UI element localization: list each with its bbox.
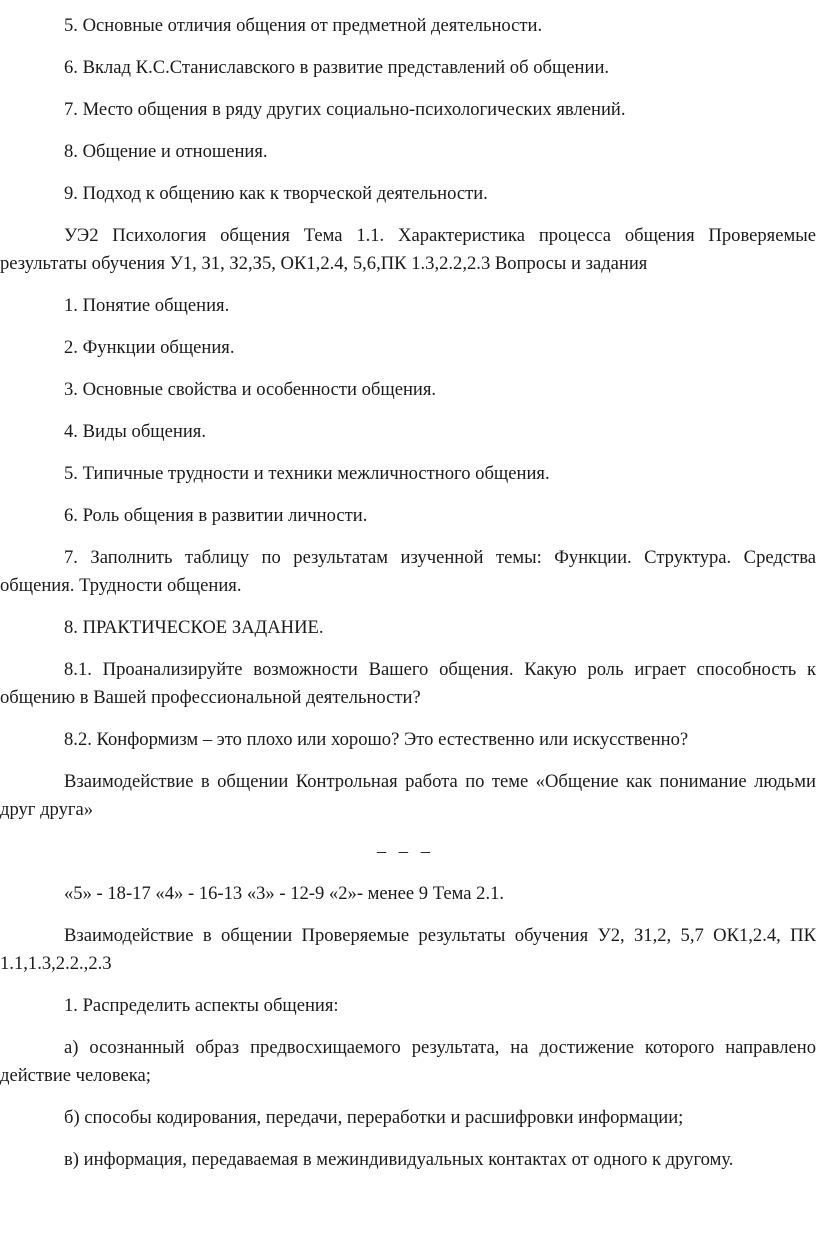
paragraph-aspect-b: б) способы кодирования, передачи, переработки и расшифровки информации;	[64, 1107, 684, 1128]
paragraph-distribute-aspects: 1. Распределить аспекты общения:	[64, 995, 339, 1016]
paragraph-task-5: 5. Типичные трудности и техники межличностного общения.	[64, 463, 550, 484]
paragraph-aspect-v: в) информация, передаваемая в межиндивидуальных контактах от одного к другому.	[64, 1149, 734, 1170]
paragraph-question-8: 8. Общение и отношения.	[64, 141, 268, 162]
paragraph-question-5: 5. Основные отличия общения от предметной деятельности.	[64, 15, 543, 36]
paragraph-question-7: 7. Место общения в ряду других социально-психологических явлений.	[64, 99, 626, 120]
paragraph-aspect-a: а) осознанный образ предвосхищаемого результата, на достижение которого направлено действие человека;	[0, 1037, 816, 1086]
dash-separator: – – –	[376, 841, 434, 862]
paragraph-practical-task: 8. ПРАКТИЧЕСКОЕ ЗАДАНИЕ.	[64, 617, 324, 638]
paragraph-task-7: 7. Заполнить таблицу по результатам изученной темы: Функции. Структура. Средства общения. Трудности общения.	[0, 547, 816, 596]
paragraph-task-4: 4. Виды общения.	[64, 421, 206, 442]
paragraph-grading-scale: «5» - 18-17 «4» - 16-13 «3» - 12-9 «2»- менее 9 Тема 2.1.	[64, 883, 505, 904]
paragraph-task-8-1: 8.1. Проанализируйте возможности Вашего общения. Какую роль играет способность к общению в Вашей профессиональной деятельности?	[0, 659, 816, 708]
paragraph-control-work: Взаимодействие в общении Контрольная работа по теме «Общение как понимание людьми друг друга»	[0, 771, 816, 820]
paragraph-question-9: 9. Подход к общению как к творческой деятельности.	[64, 183, 488, 204]
paragraph-task-8-2: 8.2. Конформизм – это плохо или хорошо? Это естественно или искусственно?	[64, 729, 689, 750]
paragraph-task-6: 6. Роль общения в развитии личности.	[64, 505, 368, 526]
paragraph-section-ue2: УЭ2 Психология общения Тема 1.1. Характеристика процесса общения Проверяемые результаты обучения У1, З1, З2,З5, ОК1,2.4, 5,6,ПК 1.3,2.2,2.3 Вопросы и задания	[0, 225, 816, 274]
paragraph-question-6: 6. Вклад К.С.Станиславского в развитие представлений об общении.	[64, 57, 610, 78]
paragraph-task-3: 3. Основные свойства и особенности общения.	[64, 379, 437, 400]
paragraph-task-2: 2. Функции общения.	[64, 337, 235, 358]
paragraph-task-1: 1. Понятие общения.	[64, 295, 230, 316]
paragraph-topic-2-1: Взаимодействие в общении Проверяемые результаты обучения У2, З1,2, 5,7 ОК1,2.4, ПК 1.1,1.3,2.2.,2.3	[0, 925, 816, 974]
